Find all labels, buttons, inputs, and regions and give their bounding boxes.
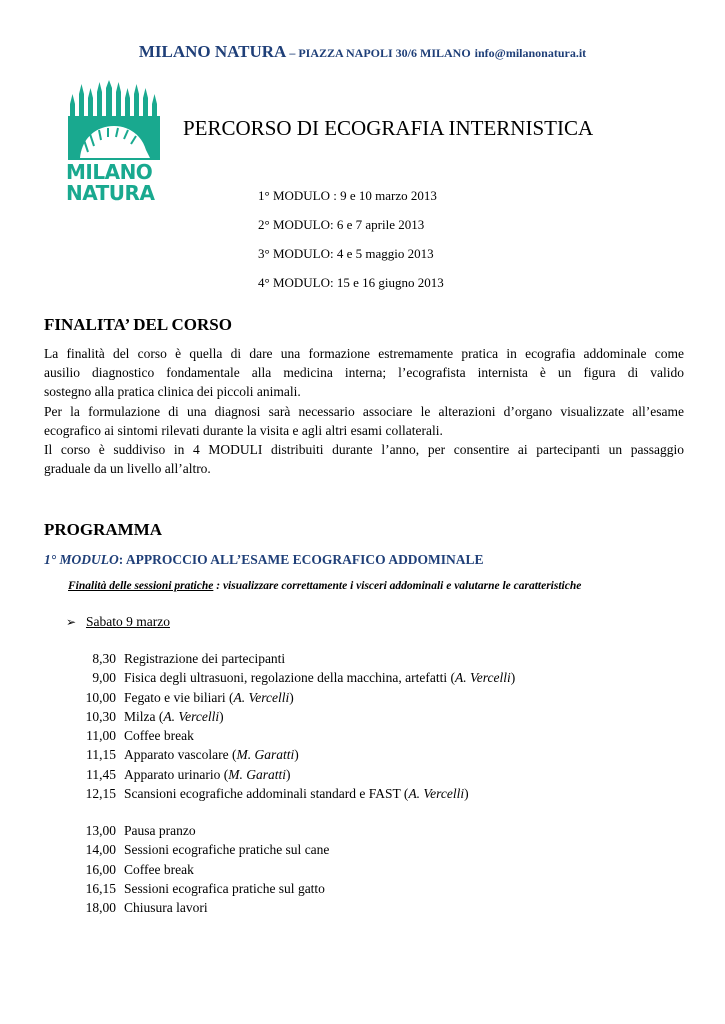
sessions-purpose [68, 580, 581, 592]
module-date: 1° MODULO : 9 e 10 marzo 2013 [258, 188, 437, 203]
schedule-row: 12,15 Scansioni ecografiche addominali standard e FAST (A. Vercelli) [85, 786, 469, 802]
section-heading-finalita: FINALITA’ DEL CORSO [44, 315, 232, 334]
speaker-name: A. Vercelli [455, 670, 511, 686]
schedule-row: 16,15 Sessioni ecografica pratiche sul gatto [85, 880, 325, 896]
schedule-row: 10,30 Milza (A. Vercelli) [85, 708, 224, 724]
schedule-row: 14,00 Sessioni ecografiche pratiche sul cane [85, 842, 330, 858]
paragraph-line: sostegno alla pratica clinica dei piccoli animali. [44, 384, 301, 400]
module-heading [44, 552, 484, 568]
paragraph-line: graduale da un livello all’altro. [44, 461, 211, 477]
modules-list [258, 188, 444, 304]
header-separator: – [286, 46, 299, 60]
day-heading [66, 614, 170, 630]
org-address: PIAZZA NAPOLI 30/6 MILANO [298, 46, 471, 60]
paragraph-line: ecografico ai sintomi rilevati durante la visita e agli altri esami collaterali. [44, 422, 443, 438]
schedule-morning [74, 651, 515, 805]
paragraph-line: ausilio diagnostico fondamentale alla medicina interna; l’ecografista internista è un figura di valido [44, 365, 684, 381]
page-title: PERCORSO DI ECOGRAFIA INTERNISTICA [183, 116, 594, 140]
module-date: 4° MODULO: 15 e 16 giugno 2013 [258, 275, 444, 290]
schedule-row: 18,00 Chiusura lavori [85, 900, 208, 916]
schedule-row: 11,00 Coffee break [86, 728, 194, 744]
paragraph-line: Il corso è suddiviso in 4 MODULI distribuiti durante l’anno, per consentire ai partecipanti un passaggio [44, 442, 684, 458]
module-label: 1° MODULO [44, 552, 119, 567]
cathedral-hedgehog-icon [66, 80, 162, 162]
logo-wordmark: MILANO NATURA [66, 160, 155, 205]
milano-natura-logo [66, 80, 162, 208]
speaker-name: A. Vercelli [163, 708, 220, 724]
schedule-row: 11,15 Apparato vascolare (M. Garatti) [86, 747, 299, 763]
module-title: : APPROCCIO ALL’ESAME ECOGRAFICO ADDOMINALE [118, 552, 484, 567]
speaker-name: A. Vercelli [408, 786, 465, 802]
schedule-afternoon [74, 823, 329, 919]
org-email: info@milanonatura.it [474, 46, 587, 60]
arrow-bullet-icon: ➢ [66, 615, 77, 629]
speaker-name: M. Garatti [236, 747, 295, 763]
schedule-row: 9,00 Fisica degli ultrasuoni, regolazione della macchina, artefatti (A. Vercelli) [92, 670, 516, 686]
module-date: 3° MODULO: 4 e 5 maggio 2013 [258, 246, 434, 261]
letterhead [0, 42, 725, 62]
paragraph-line: La finalità del corso è quella di dare una formazione estremamente pratica in ecografia addominale come [44, 346, 684, 361]
org-name: MILANO NATURA [138, 42, 287, 61]
schedule-row: 16,00 Coffee break [85, 861, 194, 877]
day-label: Sabato 9 marzo [86, 614, 170, 629]
sessions-purpose-label: Finalità delle sessioni pratiche [68, 580, 214, 592]
speaker-name: M. Garatti [228, 766, 286, 782]
schedule-row: 10,00 Fegato e vie biliari (A. Vercelli) [85, 689, 294, 705]
section-heading-programma: PROGRAMMA [44, 520, 163, 539]
schedule-row: 13,00 Pausa pranzo [85, 823, 196, 838]
schedule-row: 11,45 Apparato urinario (M. Garatti) [86, 766, 291, 782]
schedule-row: 8,30 Registrazione dei partecipanti [92, 651, 286, 666]
finalita-paragraph [44, 344, 684, 478]
sessions-purpose-text: : visualizzare correttamente i visceri addominali e valutarne le caratteristiche [213, 580, 582, 592]
speaker-name: A. Vercelli [233, 689, 290, 705]
paragraph-line: Per la formulazione di una diagnosi sarà necessario associare le alterazioni d’organo visualizzate all’esame [44, 403, 684, 419]
module-date: 2° MODULO: 6 e 7 aprile 2013 [258, 217, 425, 232]
